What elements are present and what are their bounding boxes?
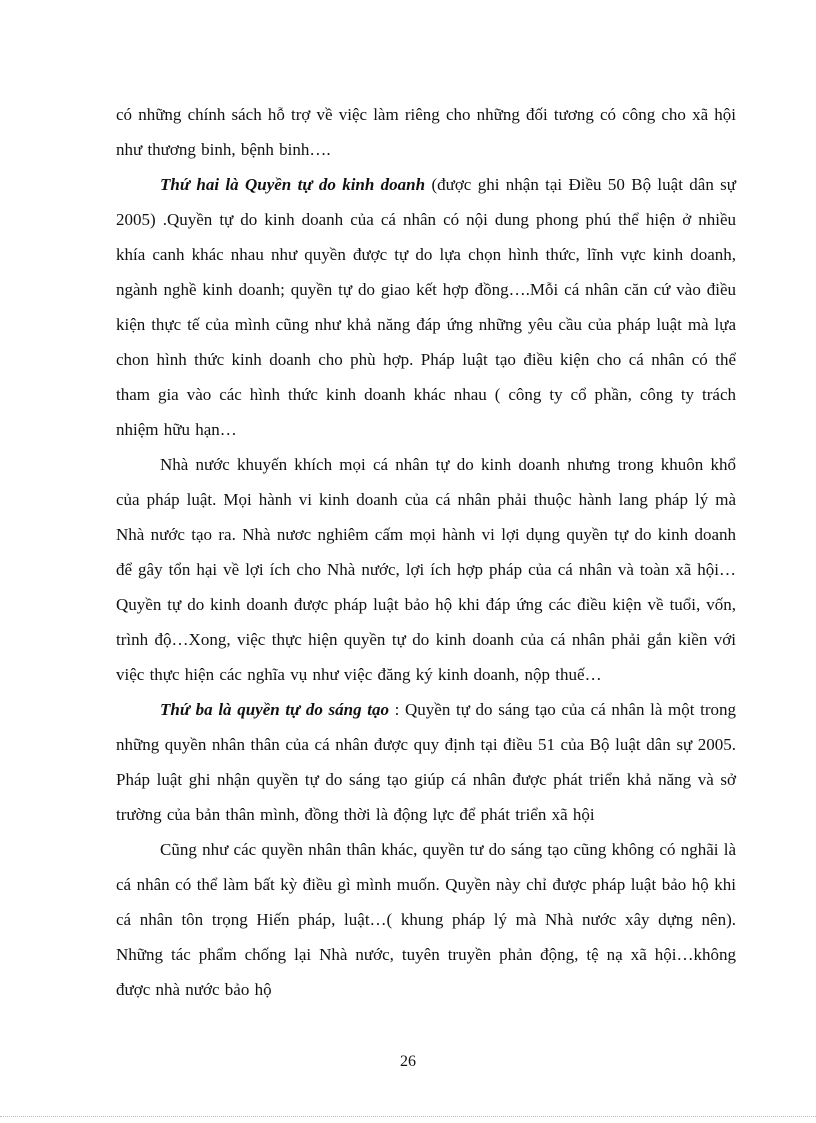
- page-number: 26: [400, 1053, 416, 1070]
- paragraph-3: [116, 447, 736, 692]
- paragraph-1-text: có những chính sách hỗ trợ về việc làm riêng cho những đối tương có công cho xã hội như thương binh, bệnh binh….: [116, 105, 736, 159]
- document-body: [116, 97, 736, 1007]
- paragraph-2: [116, 167, 736, 447]
- paragraph-5-text: Cũng như các quyền nhân thân khác, quyền tư do sáng tạo cũng không có nghãi là cá nhân có thể làm bất kỳ điều gì mình muốn. Quyền này chỉ được pháp luật bảo hộ khi cá nhân tôn trọng Hiến pháp, luật…( khung pháp lý mà Nhà nước xây dựng nên). Những tác phẩm chống lại Nhà nước, tuyên truyền phản động, tệ nạ xã hội…không được nhà nước bảo hộ: [116, 840, 736, 999]
- section-heading-sang-tao: Thứ ba là quyền tự do sáng tạo: [160, 700, 389, 719]
- paragraph-3-text: Nhà nước khuyến khích mọi cá nhân tự do kinh doanh nhưng trong khuôn khổ của pháp luật. Mọi hành vi kinh doanh của cá nhân phải thuộc hành lang pháp lý mà Nhà nước tạo ra. Nhà nươc nghiêm cấm mọi hành vi lợi dụng quyền tự do kinh doanh để gây tổn hại về lợi ích cho Nhà nước, lợi ích hợp pháp của cá nhân và toàn xã hội…Quyền tự do kinh doanh được pháp luật bảo hộ khi đáp ứng các điều kiện về tuổi, vốn, trình độ…Xong, việc thực hiện quyền tự do kinh doanh của cá nhân phải gắn kiền với việc thực hiện các nghĩa vụ như việc đăng ký kinh doanh, nộp thuế…: [116, 455, 736, 684]
- paragraph-2-text: (được ghi nhận tại Điều 50 Bộ luật dân sự 2005) .Quyền tự do kinh doanh của cá nhân có nội dung phong phú thể hiện ở nhiều khía canh khác nhau như quyền được tự do lựa chọn hình thức, lĩnh vực kinh doanh, ngành nghề kinh doanh; quyền tự do giao kết hợp đồng….Mỗi cá nhân căn cứ vào điều kiện thực tế của mình cũng như khả năng đáp ứng những yêu cầu của pháp luật mà lựa chon hình thức kinh doanh cho phù hợp. Pháp luật tạo điều kiện cho cá nhân có thể tham gia vào các hình thức kinh doanh khác nhau ( công ty cổ phần, công ty trách nhiệm hữu hạn…: [116, 175, 736, 439]
- paragraph-1: [116, 97, 736, 167]
- paragraph-4: [116, 692, 736, 832]
- page-bottom-divider: [0, 1116, 816, 1117]
- paragraph-5: [116, 832, 736, 1007]
- paragraph-4-text: : Quyền tự do sáng tạo của cá nhân là một trong những quyền nhân thân của cá nhân được quy định tại điều 51 của Bộ luật dân sự 2005. Pháp luật ghi nhận quyền tự do sáng tạo giúp cá nhân được phát triển khả năng và sở trường của bản thân mình, đồng thời là động lực để phát triển xã hội: [116, 700, 736, 824]
- section-heading-kinh-doanh: Thứ hai là Quyền tự do kinh doanh: [160, 175, 426, 194]
